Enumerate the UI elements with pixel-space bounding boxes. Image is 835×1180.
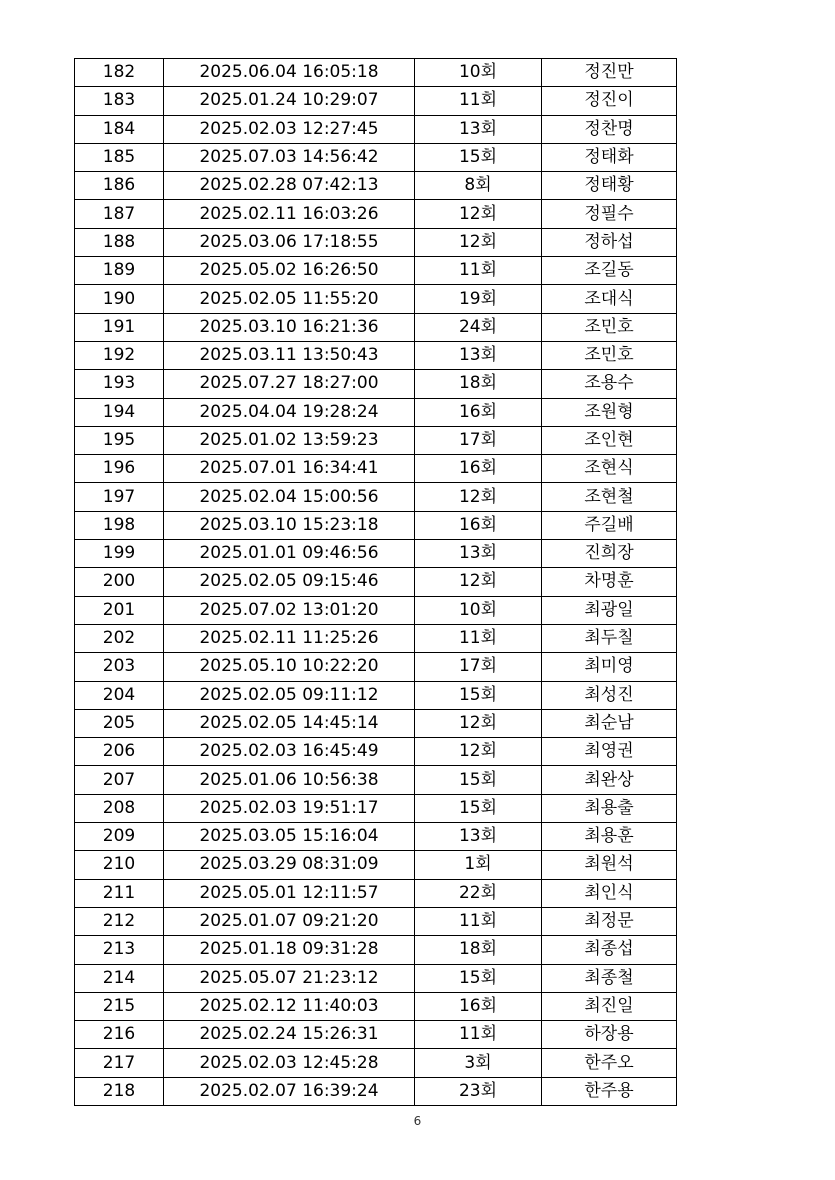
row-number-cell: 209 [75,823,164,851]
row-number-cell: 200 [75,568,164,596]
name-cell: 정하섭 [542,228,677,256]
row-number-cell: 208 [75,794,164,822]
table-row [75,1021,677,1049]
table-row [75,653,677,681]
name-cell: 조길동 [542,257,677,285]
count-cell: 13회 [415,540,542,568]
count-cell: 11회 [415,257,542,285]
table-row [75,624,677,652]
count-cell: 1회 [415,851,542,879]
row-number-cell: 183 [75,87,164,115]
table-row [75,483,677,511]
table-row [75,851,677,879]
datetime-cell: 2025.02.03 12:45:28 [164,1049,415,1077]
count-cell: 18회 [415,936,542,964]
table-row [75,992,677,1020]
name-cell: 최용출 [542,794,677,822]
row-number-cell: 213 [75,936,164,964]
table-row [75,1077,677,1105]
datetime-cell: 2025.07.02 13:01:20 [164,596,415,624]
row-number-cell: 186 [75,172,164,200]
count-cell: 17회 [415,426,542,454]
row-number-cell: 184 [75,115,164,143]
name-cell: 차명훈 [542,568,677,596]
row-number-cell: 207 [75,766,164,794]
row-number-cell: 204 [75,681,164,709]
table-row [75,964,677,992]
datetime-cell: 2025.07.01 16:34:41 [164,455,415,483]
count-cell: 24회 [415,313,542,341]
table-row [75,143,677,171]
count-cell: 17회 [415,653,542,681]
row-number-cell: 210 [75,851,164,879]
table-row [75,455,677,483]
name-cell: 최인식 [542,879,677,907]
count-cell: 16회 [415,398,542,426]
datetime-cell: 2025.02.24 15:26:31 [164,1021,415,1049]
name-cell: 조인현 [542,426,677,454]
row-number-cell: 197 [75,483,164,511]
table-row [75,228,677,256]
name-cell: 한주오 [542,1049,677,1077]
name-cell: 조원형 [542,398,677,426]
name-cell: 최광일 [542,596,677,624]
table-row [75,115,677,143]
table-row [75,568,677,596]
datetime-cell: 2025.02.28 07:42:13 [164,172,415,200]
row-number-cell: 211 [75,879,164,907]
datetime-cell: 2025.01.01 09:46:56 [164,540,415,568]
table-row [75,1049,677,1077]
row-number-cell: 203 [75,653,164,681]
count-cell: 13회 [415,823,542,851]
datetime-cell: 2025.02.05 11:55:20 [164,285,415,313]
row-number-cell: 196 [75,455,164,483]
row-number-cell: 198 [75,511,164,539]
table-row [75,285,677,313]
row-number-cell: 214 [75,964,164,992]
count-cell: 13회 [415,115,542,143]
table-row [75,257,677,285]
count-cell: 12회 [415,709,542,737]
row-number-cell: 189 [75,257,164,285]
row-number-cell: 217 [75,1049,164,1077]
table-row [75,794,677,822]
count-cell: 12회 [415,568,542,596]
count-cell: 12회 [415,200,542,228]
table-row [75,823,677,851]
row-number-cell: 195 [75,426,164,454]
name-cell: 조대식 [542,285,677,313]
table-row [75,341,677,369]
count-cell: 23회 [415,1077,542,1105]
count-cell: 15회 [415,766,542,794]
row-number-cell: 182 [75,59,164,87]
table-row [75,936,677,964]
datetime-cell: 2025.01.07 09:21:20 [164,907,415,935]
row-number-cell: 218 [75,1077,164,1105]
count-cell: 10회 [415,59,542,87]
table-row [75,879,677,907]
count-cell: 12회 [415,228,542,256]
table-row [75,907,677,935]
row-number-cell: 190 [75,285,164,313]
row-number-cell: 194 [75,398,164,426]
table-row [75,540,677,568]
datetime-cell: 2025.03.29 08:31:09 [164,851,415,879]
count-cell: 12회 [415,738,542,766]
datetime-cell: 2025.02.11 11:25:26 [164,624,415,652]
row-number-cell: 193 [75,370,164,398]
table-row [75,426,677,454]
name-cell: 정태황 [542,172,677,200]
row-number-cell: 188 [75,228,164,256]
count-cell: 19회 [415,285,542,313]
count-cell: 11회 [415,87,542,115]
table-row [75,709,677,737]
name-cell: 조현식 [542,455,677,483]
name-cell: 최완상 [542,766,677,794]
table-row [75,59,677,87]
row-number-cell: 205 [75,709,164,737]
datetime-cell: 2025.07.03 14:56:42 [164,143,415,171]
datetime-cell: 2025.02.11 16:03:26 [164,200,415,228]
count-cell: 15회 [415,794,542,822]
table-row [75,766,677,794]
name-cell: 정진만 [542,59,677,87]
table-row [75,511,677,539]
table-row [75,87,677,115]
row-number-cell: 216 [75,1021,164,1049]
name-cell: 최순남 [542,709,677,737]
datetime-cell: 2025.02.05 14:45:14 [164,709,415,737]
name-cell: 하장용 [542,1021,677,1049]
datetime-cell: 2025.01.18 09:31:28 [164,936,415,964]
count-cell: 11회 [415,1021,542,1049]
name-cell: 정태화 [542,143,677,171]
name-cell: 정진이 [542,87,677,115]
record-table-body [75,59,677,1106]
count-cell: 8회 [415,172,542,200]
row-number-cell: 199 [75,540,164,568]
datetime-cell: 2025.02.03 16:45:49 [164,738,415,766]
datetime-cell: 2025.07.27 18:27:00 [164,370,415,398]
count-cell: 15회 [415,143,542,171]
name-cell: 정필수 [542,200,677,228]
datetime-cell: 2025.02.07 16:39:24 [164,1077,415,1105]
name-cell: 최원석 [542,851,677,879]
row-number-cell: 202 [75,624,164,652]
datetime-cell: 2025.03.11 13:50:43 [164,341,415,369]
name-cell: 최종섭 [542,936,677,964]
count-cell: 12회 [415,483,542,511]
name-cell: 최종철 [542,964,677,992]
count-cell: 10회 [415,596,542,624]
page-number: 6 [413,1114,422,1128]
datetime-cell: 2025.02.03 19:51:17 [164,794,415,822]
datetime-cell: 2025.02.05 09:15:46 [164,568,415,596]
datetime-cell: 2025.03.10 16:21:36 [164,313,415,341]
row-number-cell: 212 [75,907,164,935]
name-cell: 정찬명 [542,115,677,143]
table-row [75,172,677,200]
datetime-cell: 2025.03.05 15:16:04 [164,823,415,851]
table-row [75,200,677,228]
name-cell: 최두칠 [542,624,677,652]
name-cell: 최영권 [542,738,677,766]
name-cell: 최미영 [542,653,677,681]
name-cell: 조용수 [542,370,677,398]
name-cell: 최정문 [542,907,677,935]
name-cell: 최성진 [542,681,677,709]
name-cell: 조현철 [542,483,677,511]
datetime-cell: 2025.04.04 19:28:24 [164,398,415,426]
name-cell: 주길배 [542,511,677,539]
datetime-cell: 2025.01.02 13:59:23 [164,426,415,454]
table-row [75,370,677,398]
table-row [75,681,677,709]
datetime-cell: 2025.03.10 15:23:18 [164,511,415,539]
name-cell: 진희장 [542,540,677,568]
datetime-cell: 2025.02.05 09:11:12 [164,681,415,709]
row-number-cell: 185 [75,143,164,171]
datetime-cell: 2025.03.06 17:18:55 [164,228,415,256]
count-cell: 11회 [415,907,542,935]
table-row [75,398,677,426]
name-cell: 한주용 [542,1077,677,1105]
datetime-cell: 2025.01.06 10:56:38 [164,766,415,794]
count-cell: 16회 [415,455,542,483]
row-number-cell: 191 [75,313,164,341]
record-table [74,58,677,1106]
datetime-cell: 2025.02.12 11:40:03 [164,992,415,1020]
row-number-cell: 187 [75,200,164,228]
datetime-cell: 2025.05.01 12:11:57 [164,879,415,907]
datetime-cell: 2025.05.10 10:22:20 [164,653,415,681]
count-cell: 15회 [415,964,542,992]
name-cell: 최용훈 [542,823,677,851]
datetime-cell: 2025.05.02 16:26:50 [164,257,415,285]
count-cell: 11회 [415,624,542,652]
count-cell: 3회 [415,1049,542,1077]
count-cell: 16회 [415,992,542,1020]
name-cell: 조민호 [542,341,677,369]
table-row [75,738,677,766]
table-row [75,596,677,624]
table-row [75,313,677,341]
count-cell: 18회 [415,370,542,398]
row-number-cell: 206 [75,738,164,766]
datetime-cell: 2025.02.04 15:00:56 [164,483,415,511]
name-cell: 최진일 [542,992,677,1020]
datetime-cell: 2025.01.24 10:29:07 [164,87,415,115]
count-cell: 16회 [415,511,542,539]
count-cell: 13회 [415,341,542,369]
datetime-cell: 2025.06.04 16:05:18 [164,59,415,87]
datetime-cell: 2025.05.07 21:23:12 [164,964,415,992]
row-number-cell: 215 [75,992,164,1020]
name-cell: 조민호 [542,313,677,341]
count-cell: 22회 [415,879,542,907]
datetime-cell: 2025.02.03 12:27:45 [164,115,415,143]
row-number-cell: 201 [75,596,164,624]
count-cell: 15회 [415,681,542,709]
row-number-cell: 192 [75,341,164,369]
